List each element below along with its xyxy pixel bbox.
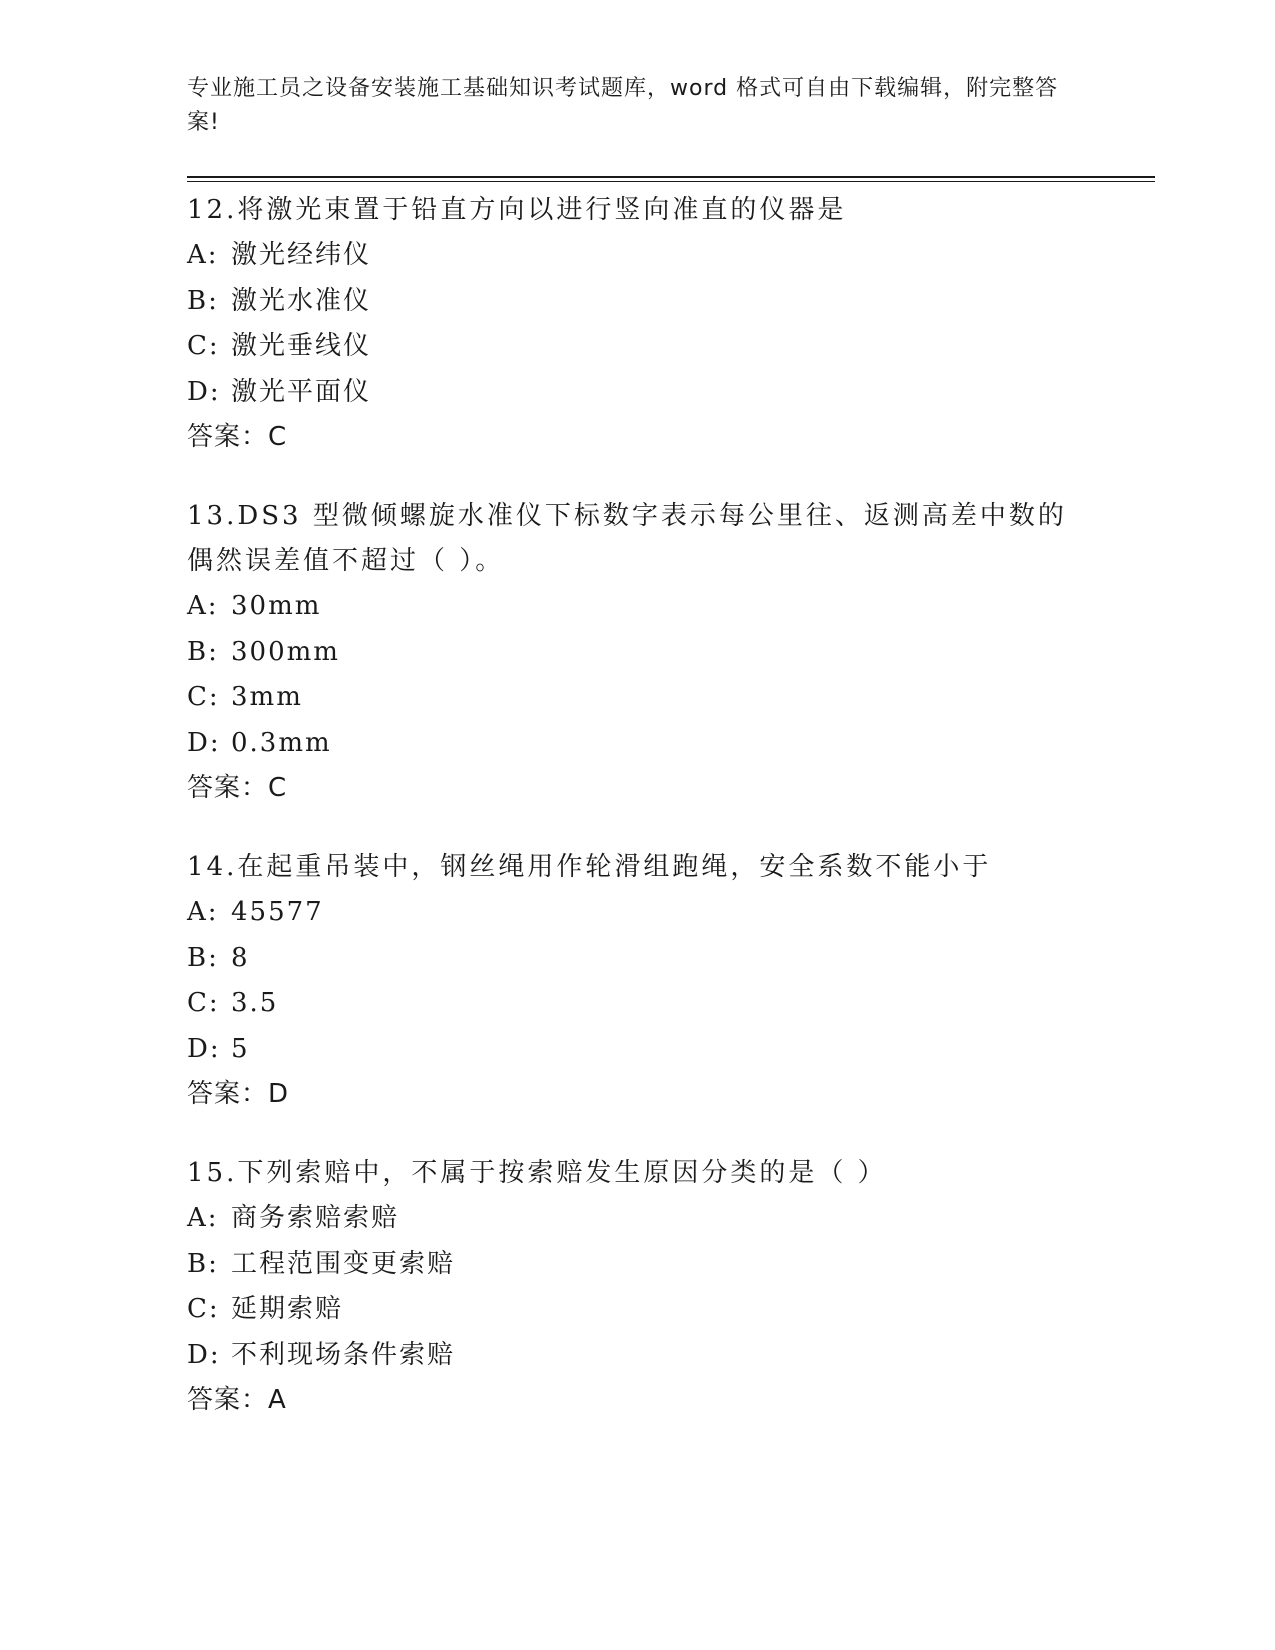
question-text: 14.在起重吊装中，钢丝绳用作轮滑组跑绳，安全系数不能小于	[187, 852, 992, 882]
answer-line: 答案：D	[187, 1079, 290, 1109]
option-text: 激光垂线仪	[231, 331, 372, 361]
option-c	[187, 981, 1077, 1027]
option-a	[187, 233, 1077, 279]
option-letter: A:	[187, 240, 219, 270]
answer-line: 答案：C	[187, 422, 288, 452]
option-text: 商务索赔索赔	[231, 1203, 400, 1233]
option-d	[187, 1027, 1077, 1073]
option-letter: C:	[187, 331, 220, 361]
option-text: 3mm	[231, 682, 303, 712]
option-text: 300mm	[231, 636, 340, 667]
option-a	[187, 584, 1077, 630]
option-text: 0.3mm	[231, 727, 332, 758]
option-b	[187, 630, 1077, 676]
question-text: 12.将激光束置于铅直方向以进行竖向准直的仪器是	[187, 195, 847, 225]
option-text: 45577	[231, 897, 324, 927]
option-b	[187, 936, 1077, 982]
option-letter: B:	[187, 1248, 219, 1279]
option-letter: A:	[187, 591, 219, 621]
option-letter: B:	[187, 636, 219, 667]
header-divider-thick	[187, 176, 1155, 178]
question-15	[187, 1151, 1077, 1423]
option-letter: D:	[187, 1033, 221, 1064]
option-c	[187, 324, 1077, 370]
question-14	[187, 845, 1077, 1117]
option-c	[187, 675, 1077, 721]
option-text: 不利现场条件索赔	[231, 1339, 456, 1370]
option-b	[187, 1242, 1077, 1288]
option-d	[187, 370, 1077, 416]
option-letter: B:	[187, 285, 219, 316]
answer-line: 答案：C	[187, 773, 288, 803]
header-divider-thin	[187, 181, 1155, 182]
question-text: 15.下列索赔中，不属于按索赔发生原因分类的是（ ）	[187, 1158, 887, 1188]
option-letter: D:	[187, 376, 221, 407]
option-text: 8	[231, 942, 250, 973]
option-b	[187, 279, 1077, 325]
question-text: 13.DS3 型微倾螺旋水准仪下标数字表示每公里往、返测高差中数的偶然误差值不超过（ ）。	[187, 501, 1067, 576]
option-d	[187, 721, 1077, 767]
option-text: 激光经纬仪	[231, 240, 372, 270]
option-d	[187, 1333, 1077, 1379]
option-text: 5	[231, 1033, 250, 1064]
option-a	[187, 890, 1077, 936]
option-c	[187, 1287, 1077, 1333]
question-list	[187, 188, 1077, 1457]
answer-line: 答案：A	[187, 1385, 287, 1415]
document-header: 专业施工员之设备安装施工基础知识考试题库，word 格式可自由下载编辑，附完整答案!	[187, 76, 1059, 135]
option-text: 延期索赔	[231, 1294, 344, 1324]
option-letter: C:	[187, 682, 220, 712]
option-letter: D:	[187, 1339, 221, 1370]
option-text: 3.5	[231, 988, 279, 1018]
option-a	[187, 1196, 1077, 1242]
option-letter: C:	[187, 988, 220, 1018]
option-letter: C:	[187, 1294, 220, 1324]
option-letter: B:	[187, 942, 219, 973]
option-text: 30mm	[231, 591, 322, 621]
option-text: 激光水准仪	[231, 285, 372, 316]
option-text: 激光平面仪	[231, 376, 372, 407]
option-letter: D:	[187, 727, 221, 758]
question-12	[187, 188, 1077, 460]
option-text: 工程范围变更索赔	[231, 1248, 456, 1279]
option-letter: A:	[187, 1203, 219, 1233]
question-13	[187, 494, 1077, 811]
option-letter: A:	[187, 897, 219, 927]
